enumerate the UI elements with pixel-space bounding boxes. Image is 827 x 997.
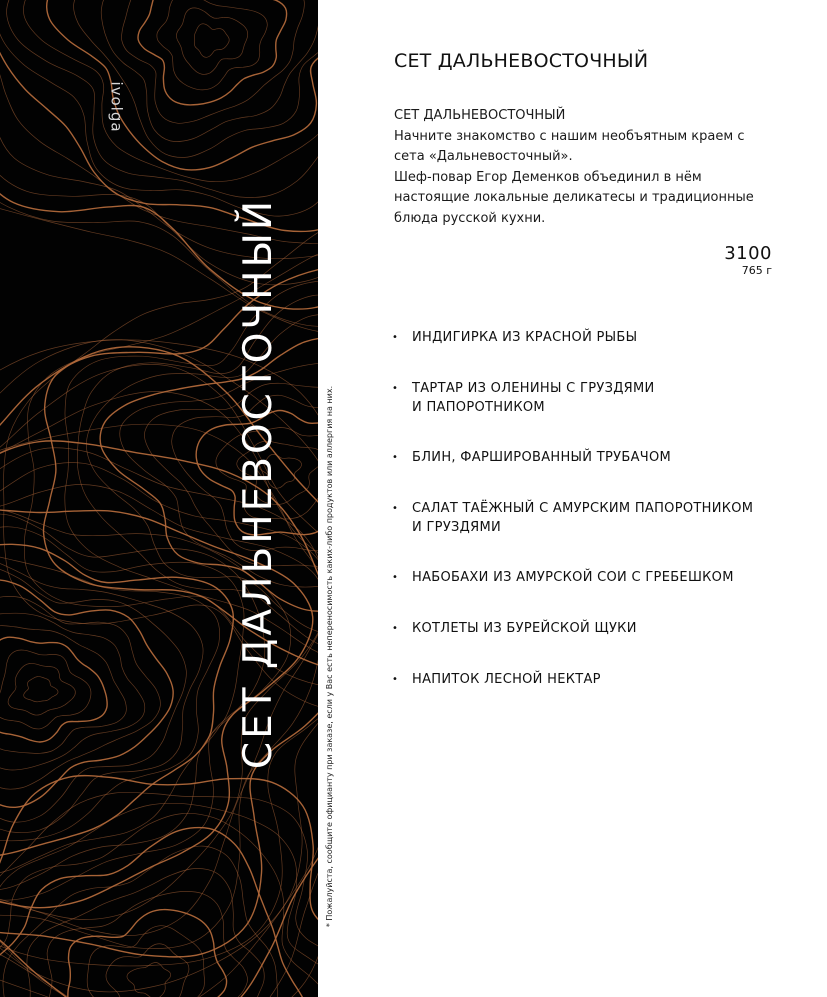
contour-line [176, 8, 247, 75]
dish-name-line: И ПАПОРОТНИКОМ [412, 400, 545, 415]
contour-line [100, 338, 318, 611]
dish-name [412, 379, 792, 417]
dish-name-line: КОТЛЕТЫ ИЗ БУРЕЙСКОЙ ЩУКИ [412, 621, 637, 636]
contour-line [144, 383, 318, 566]
bullet-icon: • [392, 572, 399, 583]
dish-name [412, 619, 792, 638]
contour-line [0, 650, 91, 729]
portion-weight: 765 г [741, 264, 772, 277]
price-amount: 3100 [724, 243, 772, 264]
contour-line [121, 0, 304, 123]
contour-line [24, 677, 58, 702]
bullet-icon: • [392, 383, 399, 394]
contour-line [194, 24, 229, 58]
contour-line [0, 637, 107, 742]
contour-line [3, 846, 279, 997]
description-line: блюда русской кухни. [394, 210, 546, 226]
contour-line [47, 891, 247, 997]
contour-line [0, 613, 145, 770]
contour-line [0, 544, 233, 857]
contour-line [0, 514, 265, 890]
allergy-footnote: * Пожалуйста, сообщите официанту при заказе, если у Вас есть непереносимость каких-либо продуктов или аллергия на них. [325, 385, 335, 927]
description-line: Шеф-повар Егор Деменков объединил в нём [394, 169, 702, 185]
bullet-icon: • [392, 452, 399, 463]
set-description [394, 106, 784, 229]
dish-name-line: НАБОБАХИ ИЗ АМУРСКОЙ СОИ С ГРЕБЕШКОМ [412, 570, 734, 585]
dish-name-line: САЛАТ ТАЁЖНЫЙ С АМУРСКИМ ПАПОРОТНИКОМ [412, 501, 754, 516]
contour-line [0, 527, 244, 876]
contour-line [120, 363, 318, 587]
bullet-icon: • [392, 674, 399, 685]
description-line: Начните знакомство с нашим необъятным краем с [394, 128, 745, 144]
bullet-icon: • [392, 332, 399, 343]
dish-name [412, 499, 792, 537]
ivolga-logo: ivolga [108, 81, 127, 133]
contour-line [127, 963, 171, 997]
description-line: сета «Дальневосточный». [394, 149, 573, 164]
dish-name [412, 568, 792, 587]
bullet-icon: • [392, 503, 399, 514]
dish-name [412, 448, 792, 467]
decorative-side-panel [0, 0, 318, 997]
dish-name-line: НАПИТОК ЛЕСНОЙ НЕКТАР [412, 672, 601, 687]
page-title: СЕТ ДАЛЬНЕВОСТОЧНЫЙ [394, 50, 649, 72]
contour-line [138, 0, 287, 105]
dish-name-line: И ГРУЗДЯМИ [412, 520, 502, 535]
description-line: настоящие локальные деликатесы и традиционные [394, 190, 754, 205]
dish-name-line: ТАРТАР ИЗ ОЛЕНИНЫ С ГРУЗДЯМИ [412, 381, 655, 396]
dish-name [412, 670, 792, 689]
contour-line [106, 944, 189, 997]
dish-name-line: ИНДИГИРКА ИЗ КРАСНОЙ РЫБЫ [412, 330, 638, 345]
dish-name [412, 328, 792, 347]
description-line: СЕТ ДАЛЬНЕВОСТОЧНЫЙ [394, 108, 566, 123]
vertical-set-title: СЕТ ДАЛЬНЕВОСТОЧНЫЙ [236, 197, 282, 769]
bullet-icon: • [392, 623, 399, 634]
price-block [724, 244, 772, 278]
dish-name-line: БЛИН, ФАРШИРОВАННЫЙ ТРУБАЧОМ [412, 450, 672, 465]
contour-line [8, 663, 75, 715]
